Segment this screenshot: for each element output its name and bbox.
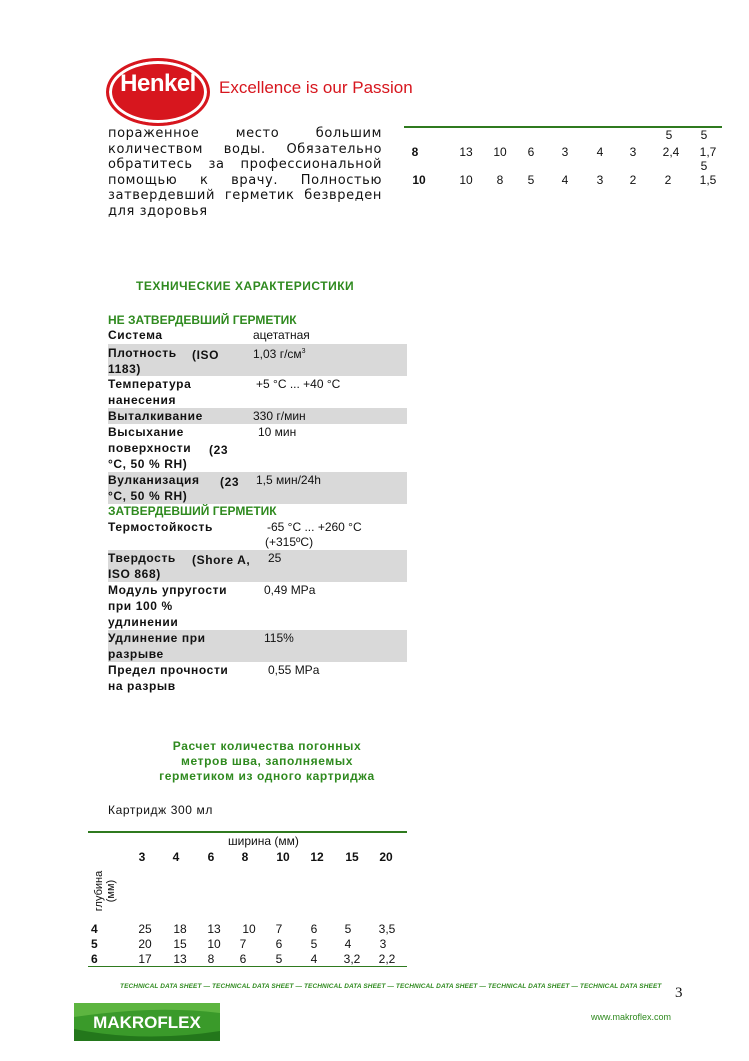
prop-row [108,519,407,550]
prop-value: 1,03 г/см [253,347,302,361]
prop-label: (Shore A, [192,553,251,567]
prop-value: 0,49 MPa [264,583,316,597]
calc-title-line: Расчет количества погонных [172,739,362,753]
width-col: 8 [241,850,249,864]
calc-cell: 5 [275,952,283,966]
top-table-cell: 13 [459,145,473,159]
prop-value: 115% [264,631,294,645]
prop-label: разрыве [108,647,164,661]
prop-row [108,327,407,344]
prop-value: (+315ºC) [265,535,314,549]
top-table-cell: 5 [700,128,708,142]
prop-label: поверхности [108,441,192,455]
cured-subtitle: ЗАТВЕРДЕВШИЙ ГЕРМЕТИК [108,504,277,518]
calc-cell: 17 [138,952,152,966]
prop-label: (23 [220,475,240,489]
top-table-cell: 2 [664,173,672,187]
prop-label: Удлинение при [108,631,206,645]
calc-cell: 3 [379,937,387,951]
top-table-cell: 4 [596,145,604,159]
width-col: 12 [310,850,324,864]
prop-label: °C, 50 % RH) [108,489,188,503]
prop-label: °C, 50 % RH) [108,457,188,471]
width-col: 15 [345,850,359,864]
calc-cell: 4 [344,937,352,951]
calc-cell: 18 [173,922,187,936]
prop-value: -65 °C ... +260 °C [267,520,362,534]
width-header: ширина (мм) [228,834,299,848]
makroflex-logo-text: MAKROFLEX [93,1013,201,1032]
prop-value: +5 °C ... +40 °C [256,377,341,391]
width-col: 4 [172,850,180,864]
calc-table-top-rule [88,831,407,833]
prop-row [108,472,407,504]
calc-cell: 7 [275,922,283,936]
calc-cell: 4 [310,952,318,966]
top-table-cell: 10 [459,173,473,187]
calc-cell: 13 [207,922,221,936]
prop-label: 1183) [108,362,142,376]
calc-cell: 6 [310,922,318,936]
calc-cell: 5 [344,922,352,936]
tech-section-title: ТЕХНИЧЕСКИЕ ХАРАКТЕРИСТИКИ [136,279,355,293]
top-table-cell: 3 [561,145,569,159]
top-table-cell: 2 [629,173,637,187]
prop-row [108,662,407,694]
calc-title-line: герметиком из одного картриджа [159,769,375,783]
warning-paragraph: пораженное место большим количеством воды. Обязательно обратитесь за профессиональной помощью к врачу. Полностью затвердевший герметик безвреден для здоровья [108,126,382,219]
prop-label: ISO 868) [108,567,161,581]
calc-cell: 8 [207,952,215,966]
calc-title [108,739,426,784]
width-col: 20 [379,850,393,864]
calc-cell: 15 [173,937,187,951]
prop-value: 25 [268,551,282,565]
prop-label: удлинении [108,615,179,629]
prop-label: Система [108,328,163,342]
top-table-cell: 4 [561,173,569,187]
prop-value: 10 мин [258,425,297,439]
top-table-row-label: 8 [411,145,419,159]
width-col: 3 [138,850,146,864]
page-number: 3 [675,985,683,1001]
calc-cell: 6 [239,952,247,966]
top-table-cell: 1,5 [699,173,717,187]
top-table-cell: 5 [527,173,535,187]
uncured-subtitle: НЕ ЗАТВЕРДЕВШИЙ ГЕРМЕТИК [108,313,297,327]
prop-row [108,344,407,376]
prop-row [108,376,407,408]
prop-label: Модуль упругости [108,583,228,597]
prop-value: 330 г/мин [253,409,306,423]
prop-row [108,630,407,662]
top-table-cell: 3 [596,173,604,187]
calc-table-bottom-rule [88,966,407,967]
top-table-cell: 8 [496,173,504,187]
calc-cell: 13 [173,952,187,966]
prop-row [108,582,407,630]
calc-cell: 2,2 [378,952,396,966]
prop-label: Выталкивание [108,409,203,423]
tagline: Excellence is our Passion [219,78,413,97]
prop-label: Температура [108,377,192,391]
henkel-logo-text: Henkel [120,70,196,97]
width-col: 6 [207,850,215,864]
prop-label: Термостойкость [108,520,213,534]
calc-cell: 6 [275,937,283,951]
top-table-cell: 2,4 [662,145,680,159]
prop-label: Предел прочности [108,663,229,677]
prop-value: ацетатная [253,328,310,342]
calc-cell: 3,2 [343,952,361,966]
prop-value-sup: 3 [301,348,306,355]
depth-header: глубина (мм) [93,870,117,912]
depth-row-label: 5 [91,937,98,951]
calc-cell: 10 [207,937,221,951]
prop-label: Твердость [108,551,176,565]
depth-row-label: 6 [91,952,98,966]
calc-cell: 5 [310,937,318,951]
width-col: 10 [276,850,290,864]
top-table-cell: 1,7 [699,145,717,159]
prop-row [108,424,407,472]
top-table-cell: 5 [665,128,673,142]
prop-value: 1,5 мин/24h [256,473,321,487]
calc-cell: 7 [239,937,247,951]
prop-label: Высыхание [108,425,184,439]
prop-label: Плотность [108,346,177,360]
top-table-cell: 3 [629,145,637,159]
prop-label: (ISO [192,348,220,362]
calc-cell: 20 [138,937,152,951]
top-table-cell: 6 [527,145,535,159]
cartridge-label: Картридж 300 мл [108,803,213,817]
calc-cell: 10 [242,922,256,936]
prop-label: при 100 % [108,599,173,613]
calc-cell: 3,5 [378,922,396,936]
top-table-cell: 5 [700,159,708,173]
top-table-row-label: 10 [412,173,426,187]
prop-value: 0,55 MPa [268,663,320,677]
prop-row [108,550,407,582]
makroflex-logo [74,1003,220,1041]
prop-label: нанесения [108,393,177,407]
top-table-cell: 10 [493,145,507,159]
prop-label: на разрыв [108,679,176,693]
calc-cell: 25 [138,922,152,936]
prop-row [108,408,407,424]
depth-row-label: 4 [91,922,98,936]
calc-title-line: метров шва, заполняемых [181,754,353,768]
prop-label: Вулканизация [108,473,200,487]
footer-url[interactable]: www.makroflex.com [591,1012,672,1022]
footer-strip: TECHNICAL DATA SHEET — TECHNICAL DATA SHEET — TECHNICAL DATA SHEET — TECHNICAL DATA SHEET — TECHNICAL DATA SHEET — TECHNICAL DATA SHEET [120,983,662,990]
prop-label: (23 [209,443,229,457]
